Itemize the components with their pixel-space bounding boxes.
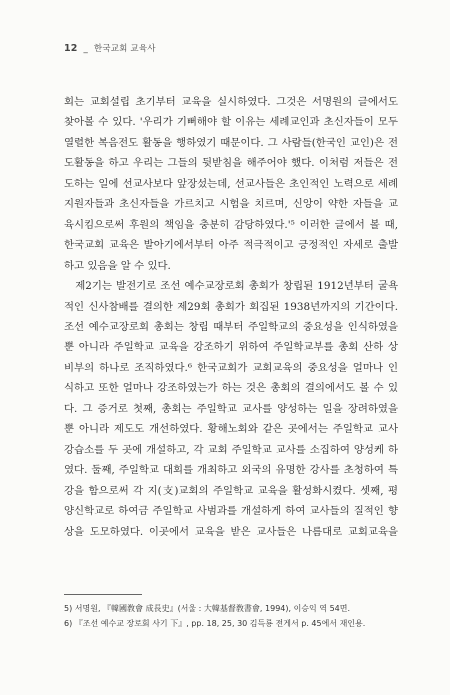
text-line: 식하고 또한 얼마나 강조하였는가 하는 것은 총회의 결의에서도 볼 수 있 [64, 382, 398, 395]
text-line: 한국교회 교육은 발아기에서부터 아주 적극적이고 긍정적인 자세로 출발 [64, 239, 398, 252]
footnote-divider [64, 594, 142, 595]
text-line: 찾아볼 수 있다. '우리가 기뻐해야 할 이유는 세례교인과 초신자들이 모두 [64, 116, 398, 129]
text-line: 양신학교로 하여금 주일학교 사범과를 개설하게 하여 교사들의 질적인 향 [64, 505, 398, 518]
text-line: 적인 신사참배를 결의한 제29회 총회가 회집된 1938년까지의 기간이다. [64, 300, 398, 313]
paragraph-1 [64, 92, 398, 276]
header-separator: _ [83, 44, 88, 54]
text-line: 육시킴으로써 후원의 책임을 충분히 감당하였다.'⁵ 이러한 글에서 볼 때, [64, 218, 398, 231]
text-line: 제2기는 발전기로 조선 예수교장로회 총회가 창립된 1912년부터 굴욕 [64, 280, 398, 293]
body-text [64, 92, 398, 542]
footnotes [64, 602, 398, 631]
paragraph-2 [64, 276, 398, 542]
text-line: 강습소를 두 곳에 개설하고, 각 교회 주일학교 교사를 소집하여 양성케 하 [64, 443, 398, 456]
text-line: 도활동을 하고 우리는 그들의 뒷받침을 해주어야 했다. 이처럼 저들은 전 [64, 157, 398, 170]
text-line: 비부의 하나로 조직하였다.⁶ 한국교회가 교회교육의 중요성을 얼마나 인 [64, 361, 398, 374]
text-line: 조선 예수교장로회 총회는 창립 때부터 주일학교의 중요성을 인식하였을 [64, 320, 398, 333]
book-title: 한국교회 교육사 [93, 44, 156, 54]
text-line: 회는 교회설립 초기부터 교육을 실시하였다. 그것은 서명원의 글에서도 [64, 96, 398, 108]
text-line: 열렬한 복음전도 활동을 행하였기 때문이다. 그 사람들(한국인 교인)은 전 [64, 136, 398, 149]
text-line: 하고 있음을 알 수 있다. [64, 259, 171, 272]
text-line: 였다. 둘째, 주일학교 대회를 개최하고 외국의 유명한 강사를 초청하여 특 [64, 464, 398, 477]
text-line: 지원자들과 초신자들을 가르치고 시험을 치르며, 신앙이 약한 자들을 교 [64, 198, 398, 211]
text-line: 상을 도모하였다. 이곳에서 교육을 받은 교사들은 나름대로 교회교육을 [64, 525, 398, 538]
page-number: 12 [64, 43, 78, 54]
footnote-5: 5) 서명원, 『韓國敎會 成長史』(서울 : 大韓基督敎書會, 1994), 이승익 역 54면. [64, 604, 351, 613]
text-line: 다. 그 증거로 첫째, 총회는 주일학교 교사를 양성하는 일을 장려하였을 [64, 402, 398, 415]
running-header [64, 42, 156, 54]
text-line: 뿐 아니라 제도도 개선하였다. 황해노회와 같은 곳에서는 주일학교 교사 [64, 423, 398, 436]
text-line: 도하는 일에 선교사보다 앞장섰는데, 선교사들은 초인적인 노력으로 세례 [64, 177, 398, 190]
footnote-6: 6) 『조선 예수교 장로회 사기 下』, pp. 18, 25, 30 김득룡 전게서 p. 45에서 재인용. [64, 618, 366, 628]
text-line: 뿐 아니라 주일학교 교육을 강조하기 위하여 주일학교부를 총회 산하 상 [64, 341, 398, 354]
text-line: 강을 함으로써 각 지(支)교회의 주일학교 교육을 활성화시켰다. 셋째, 평 [64, 484, 398, 497]
